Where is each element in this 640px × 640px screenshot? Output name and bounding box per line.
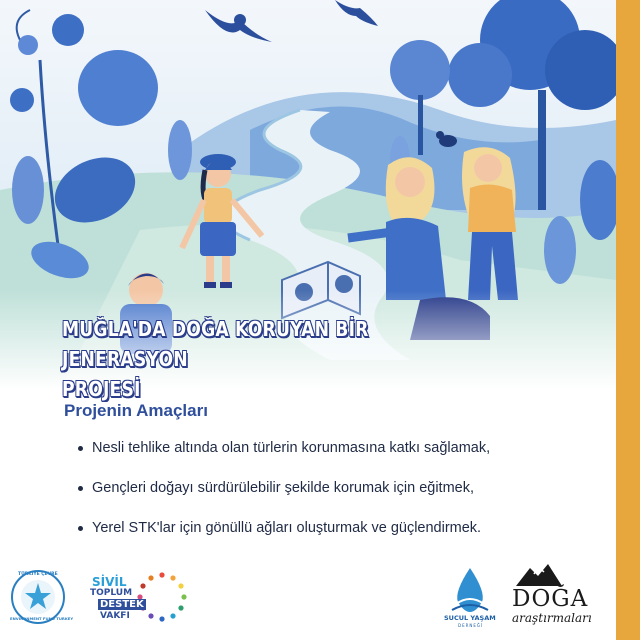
- sucul-name: SUCUL YAŞAM: [444, 614, 496, 622]
- doga-title: DOĞA: [512, 586, 589, 612]
- sivil-line-4: VAKFI: [100, 611, 130, 621]
- title-line-2: PROJESİ: [62, 377, 141, 401]
- child-girl-right: [462, 147, 518, 300]
- sivil-toplum-logo: [84, 575, 144, 623]
- goal-item: Yerel STK'lar için gönüllü ağları oluşturmak ve güçlendirmek.: [78, 518, 598, 558]
- doga-sub: araştırmaları: [512, 611, 592, 625]
- accent-stripe: [616, 0, 640, 640]
- page-title: [62, 314, 492, 404]
- turkiye-cevre-logo-text: [10, 572, 74, 624]
- goals-list: [78, 438, 598, 558]
- doga-text: [508, 586, 608, 630]
- goal-item: Gençleri doğayı sürdürülebilir şekilde korumak için eğitmek,: [78, 478, 598, 518]
- ring-bottom-text: ENVIRONMENT FUND TURKEY: [10, 616, 74, 621]
- goal-item: Nesli tehlike altında olan türlerin korunmasına katkı sağlamak,: [78, 438, 598, 478]
- goals-heading: Projenin Amaçları: [64, 401, 208, 420]
- title-line-1: MUĞLA'DA DOĞA KORUYAN BİR JENERASYON: [62, 317, 369, 371]
- sucul-sub: DERNEĞİ: [458, 623, 484, 628]
- sivil-line-3: DESTEK: [100, 599, 144, 610]
- sucul-yasam-text: [440, 614, 504, 634]
- ring-top-text: TÜRKİYE ÇEVRE: [18, 572, 58, 577]
- sivil-line-1: SİVİL: [92, 575, 127, 589]
- sivil-line-2: TOPLUM: [90, 588, 133, 598]
